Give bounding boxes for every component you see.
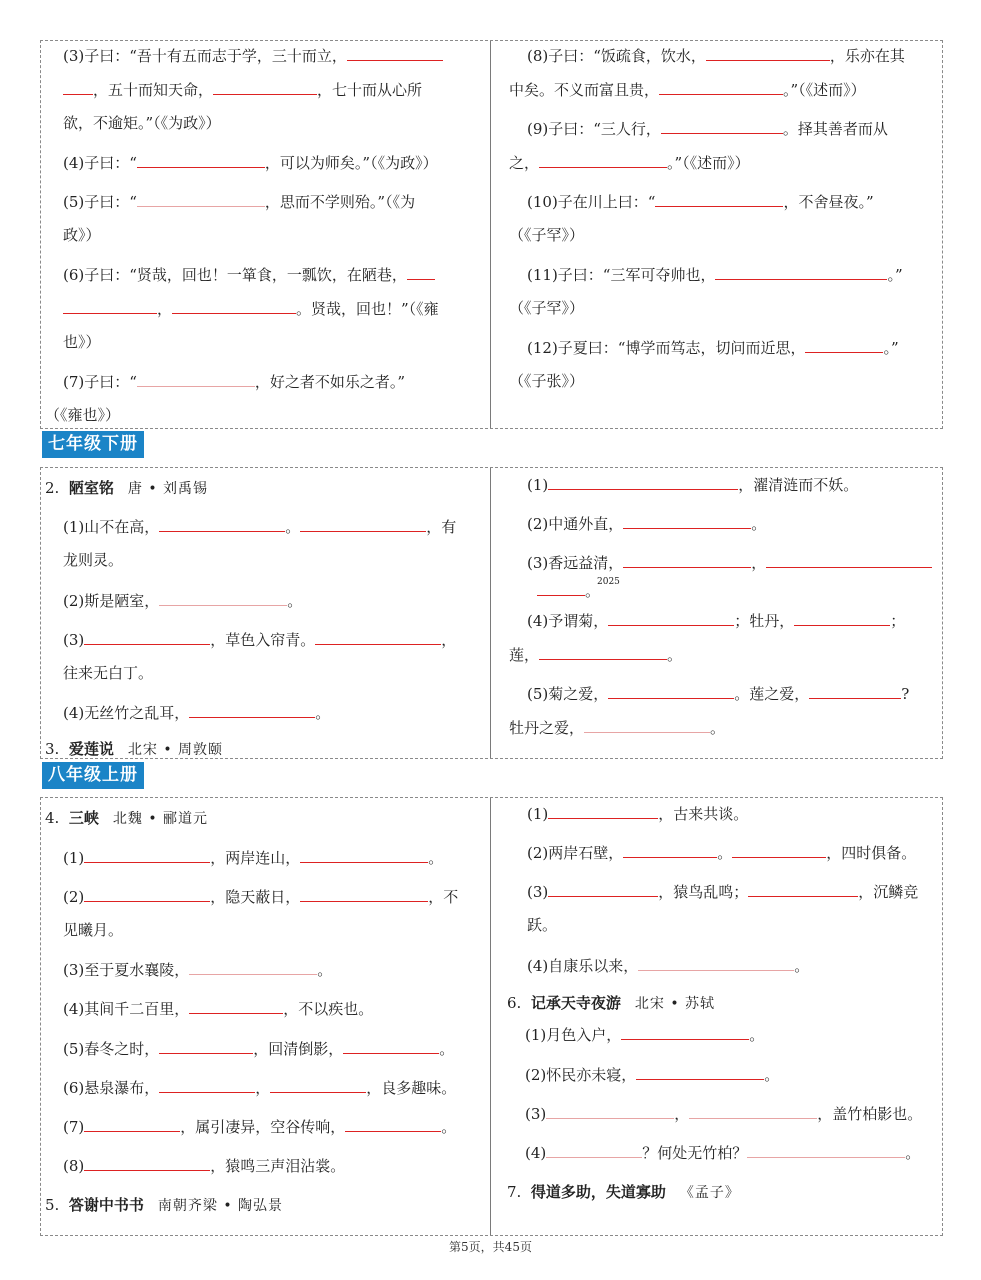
answer-blank[interactable] — [270, 1077, 366, 1093]
panel-8a — [40, 797, 943, 1236]
item-text: ， — [157, 300, 173, 318]
answer-blank[interactable] — [137, 191, 265, 207]
answer-blank[interactable] — [623, 513, 751, 529]
item-text: 。” — [887, 266, 903, 284]
answer-blank[interactable] — [84, 1155, 210, 1171]
answer-blank[interactable] — [747, 1142, 905, 1158]
answer-blank[interactable] — [347, 45, 443, 61]
answer-blank[interactable] — [608, 610, 734, 626]
answer-blank[interactable] — [63, 79, 93, 95]
als-item-5-line-2 — [509, 717, 725, 738]
item-text: 中矣。不义而富且贵， — [509, 81, 660, 99]
item-text: ，回清倒影， — [253, 1040, 344, 1058]
item-text: ，隐天蔽日， — [210, 888, 301, 906]
answer-blank[interactable] — [732, 842, 826, 858]
answer-blank[interactable] — [300, 847, 428, 863]
item-text: ， — [751, 554, 767, 572]
answer-blank[interactable] — [748, 881, 858, 897]
item-12-line-1 — [527, 337, 899, 358]
section-number: 4. — [45, 809, 60, 827]
answer-blank[interactable] — [548, 474, 738, 490]
answer-blank[interactable] — [137, 371, 255, 387]
item-text: 。” — [883, 339, 899, 357]
item-text: (2)怀民亦未寝， — [525, 1066, 637, 1084]
item-text: ，不以疾也。 — [283, 1000, 374, 1018]
als-item-5-line-1 — [527, 683, 909, 704]
answer-blank[interactable] — [766, 552, 932, 568]
section-author: 南朝齐梁 • 陶弘景 — [157, 1198, 284, 1214]
item-text: ；牡丹， — [734, 612, 795, 630]
answer-blank[interactable] — [608, 683, 734, 699]
section-author: 北宋 • 周敦颐 — [127, 742, 224, 758]
als-item-1 — [527, 474, 858, 495]
left-column — [41, 41, 490, 428]
item-text: (4)自康乐以来， — [527, 957, 639, 975]
answer-blank[interactable] — [189, 998, 283, 1014]
sx-item-2-line-1 — [63, 886, 458, 907]
item-5-line-1 — [63, 191, 415, 212]
answer-blank[interactable] — [548, 803, 658, 819]
answer-blank[interactable] — [189, 702, 315, 718]
item-9-line-2 — [509, 152, 750, 173]
section-title: 记承天寺夜游 — [530, 994, 621, 1012]
item-text: ，草色入帘青。 — [210, 631, 316, 649]
section-number: 7. — [507, 1183, 522, 1201]
item-text: ，可以为师矣。”（《为政》） — [264, 154, 438, 172]
item-text: (3)香远益清， — [527, 554, 624, 572]
answer-blank[interactable] — [584, 717, 710, 733]
section-number: 3. — [45, 740, 60, 758]
item-text: 。 — [585, 582, 601, 600]
panel-lunyu — [40, 40, 943, 429]
item-text: ，猿鸟乱鸣； — [658, 883, 749, 901]
item-3-line-3: 欲，不逾矩。”（《为政》） — [63, 114, 221, 132]
answer-blank[interactable] — [546, 1103, 674, 1119]
left-column — [41, 468, 490, 758]
item-text: 。 — [749, 1026, 765, 1044]
item-10-line-1 — [527, 191, 874, 212]
item-text: 。 — [439, 1040, 455, 1058]
jc-item-2 — [525, 1064, 779, 1085]
answer-blank[interactable] — [621, 1024, 749, 1040]
section-title-deDaoDuoZhu — [507, 1182, 740, 1203]
section-title: 三峡 — [68, 809, 99, 827]
item-9-line-1 — [527, 118, 888, 139]
item-text: ，好之者不如乐之者。” — [254, 373, 406, 391]
section-author: 北魏 • 郦道元 — [112, 811, 209, 827]
item-text: (4)予谓菊， — [527, 612, 609, 630]
item-6-line-2 — [63, 298, 439, 319]
item-text: (1)月色入户， — [525, 1026, 622, 1044]
dx-item-4 — [527, 955, 809, 976]
answer-blank[interactable] — [159, 1038, 253, 1054]
item-4-line-1 — [63, 152, 438, 173]
item-text: 。 — [441, 1118, 457, 1136]
dx-item-1 — [527, 803, 748, 824]
item-text: (2) — [63, 888, 85, 906]
answer-blank[interactable] — [809, 683, 901, 699]
item-text: (5)春冬之时， — [63, 1040, 160, 1058]
item-text: (4)无丝竹之乱耳， — [63, 704, 190, 722]
item-text: (3) — [63, 631, 85, 649]
section-title: 陋室铭 — [68, 479, 114, 497]
lsm-item-3-line-2: 往来无白丁。 — [63, 664, 154, 682]
item-8-line-2 — [509, 79, 866, 100]
grade-banner-8a: 八年级上册 — [42, 762, 144, 789]
item-text: ； — [890, 612, 906, 630]
section-title-aiLianShuo — [45, 739, 223, 760]
item-text: 。 — [710, 719, 726, 737]
item-3-line-2 — [63, 79, 422, 100]
item-text: (4)子曰：“ — [63, 154, 137, 172]
item-text: (12)子夏曰：“博学而笃志，切问而近思， — [527, 339, 806, 357]
als-item-3-line-2 — [537, 580, 600, 601]
item-text: (4)其间千二百里， — [63, 1000, 190, 1018]
item-7-line-2: （《雍也》） — [45, 406, 121, 424]
item-text: 。 — [764, 1066, 780, 1084]
right-column — [491, 468, 944, 758]
sx-item-6 — [63, 1077, 456, 1098]
lsm-item-2-line-1 — [63, 590, 302, 611]
item-text: 。 — [315, 704, 331, 722]
item-text: (8) — [63, 1157, 85, 1175]
item-text: ，猿鸣三声泪沾裳。 — [210, 1157, 346, 1175]
item-text: ？何处无竹柏？ — [642, 1144, 748, 1162]
item-6-line-1 — [63, 264, 435, 285]
item-text: ，有 — [426, 518, 457, 536]
item-11-line-2: （《子罕》） — [509, 299, 585, 317]
answer-blank[interactable] — [638, 955, 794, 971]
sx-item-4 — [63, 998, 373, 1019]
section-title: 得道多助，失道寡助 — [530, 1183, 666, 1201]
answer-blank[interactable] — [623, 842, 717, 858]
item-text: (6)悬泉瀑布， — [63, 1079, 160, 1097]
answer-blank[interactable] — [794, 610, 890, 626]
item-text: ， — [674, 1105, 690, 1123]
item-text: ，不 — [428, 888, 459, 906]
lsm-item-1-line-1 — [63, 516, 456, 537]
jc-item-3 — [525, 1103, 922, 1124]
lsm-item-3-line-1 — [63, 629, 456, 650]
item-text: ，属引凄异，空谷传响， — [180, 1118, 346, 1136]
section-number: 2. — [45, 479, 60, 497]
section-author: 北宋 • 苏轼 — [634, 996, 716, 1012]
item-3-line-1 — [63, 45, 443, 66]
answer-blank[interactable] — [537, 580, 585, 596]
item-text: (7)子曰：“ — [63, 373, 137, 391]
sx-item-3 — [63, 959, 332, 980]
item-text: ，良多趣味。 — [366, 1079, 457, 1097]
item-text: (3) — [525, 1105, 547, 1123]
answer-blank[interactable] — [159, 516, 285, 532]
item-text: (3)子曰：“吾十有五而志于学，三十而立， — [63, 47, 347, 65]
answer-blank[interactable] — [546, 1142, 642, 1158]
als-item-4-line-2 — [509, 644, 682, 665]
section-title: 爱莲说 — [68, 740, 114, 758]
item-text: 。择其善者而从 — [782, 120, 888, 138]
answer-blank[interactable] — [300, 886, 428, 902]
jc-item-1 — [525, 1024, 764, 1045]
item-text: (9)子曰：“三人行， — [527, 120, 661, 138]
item-text: (3)至于夏水襄陵， — [63, 961, 190, 979]
item-text: 。 — [794, 957, 810, 975]
section-title-louShiMing — [45, 478, 208, 499]
answer-blank[interactable] — [300, 516, 426, 532]
section-author: 《孟子》 — [679, 1185, 740, 1201]
item-text: (10)子在川上曰：“ — [527, 193, 656, 211]
sx-item-7 — [63, 1116, 456, 1137]
item-text: ，古来共谈。 — [658, 805, 749, 823]
answer-blank[interactable] — [343, 1038, 439, 1054]
als-item-2 — [527, 513, 766, 534]
item-text: 。 — [287, 592, 303, 610]
item-text: 莲， — [509, 646, 540, 664]
section-author: 唐 • 刘禹锡 — [127, 481, 209, 497]
item-text: (1) — [527, 476, 549, 494]
item-text: ，乐亦在其 — [829, 47, 905, 65]
answer-blank[interactable] — [661, 118, 783, 134]
sx-item-1 — [63, 847, 443, 868]
item-text: (2)斯是陋室， — [63, 592, 160, 610]
item-text: 。 — [285, 518, 301, 536]
item-text: (5)子曰：“ — [63, 193, 137, 211]
answer-blank[interactable] — [315, 629, 441, 645]
item-text: ， — [441, 631, 457, 649]
section-title-sanXia — [45, 808, 208, 829]
item-text: 。”（《述而》） — [667, 154, 750, 172]
item-text: (1) — [63, 849, 85, 867]
als-item-3-line-1 — [527, 552, 932, 573]
answer-blank[interactable] — [84, 886, 210, 902]
right-column — [491, 41, 944, 428]
item-6-line-3: 也》） — [63, 333, 101, 351]
answer-blank[interactable] — [655, 191, 783, 207]
answer-blank[interactable] — [345, 1116, 441, 1132]
answer-blank[interactable] — [539, 152, 667, 168]
item-text: ， — [255, 1079, 271, 1097]
item-7-line-1 — [63, 371, 405, 392]
answer-blank[interactable] — [159, 590, 287, 606]
item-text: (1) — [527, 805, 549, 823]
answer-blank[interactable] — [715, 264, 887, 280]
item-text: ，思而不学则殆。”（《为 — [264, 193, 416, 211]
answer-blank[interactable] — [84, 847, 210, 863]
jc-item-4 — [525, 1142, 920, 1163]
answer-blank[interactable] — [659, 79, 783, 95]
dx-item-2 — [527, 842, 916, 863]
watermark-year: 2025 — [597, 577, 620, 587]
answer-blank[interactable] — [172, 298, 296, 314]
sx-item-5 — [63, 1038, 454, 1059]
answer-blank[interactable] — [213, 79, 317, 95]
item-text: 。 — [717, 844, 733, 862]
item-text: ，濯清涟而不妖。 — [738, 476, 859, 494]
answer-blank[interactable] — [805, 337, 883, 353]
item-text: 。 — [317, 961, 333, 979]
item-text: 。 — [667, 646, 683, 664]
item-text: (5)菊之爱， — [527, 685, 609, 703]
answer-blank[interactable] — [189, 959, 317, 975]
als-item-4-line-1 — [527, 610, 905, 631]
item-11-line-1 — [527, 264, 903, 285]
item-text: (1)山不在高， — [63, 518, 160, 536]
item-text: (11)子曰：“三军可夺帅也， — [527, 266, 716, 284]
panel-7b — [40, 467, 943, 759]
answer-blank[interactable] — [63, 298, 157, 314]
answer-blank[interactable] — [623, 552, 751, 568]
item-text: 。”（《述而》） — [783, 81, 866, 99]
item-text: ? — [901, 685, 910, 703]
answer-blank[interactable] — [84, 1116, 180, 1132]
item-text: ，两岸连山， — [210, 849, 301, 867]
item-text: (8)子曰：“饭疏食，饮水， — [527, 47, 706, 65]
item-text: ，盖竹柏影也。 — [817, 1105, 923, 1123]
item-text: 牡丹之爱， — [509, 719, 585, 737]
answer-blank[interactable] — [84, 629, 210, 645]
answer-blank[interactable] — [159, 1077, 255, 1093]
answer-blank[interactable] — [539, 644, 667, 660]
item-text: 。贤哉，回也！”（《雍 — [296, 300, 439, 318]
item-text: (3) — [527, 883, 549, 901]
item-text: ，不舍昼夜。” — [783, 193, 874, 211]
item-text: (4) — [525, 1144, 547, 1162]
item-text: (7) — [63, 1118, 85, 1136]
item-text: 。 — [428, 849, 444, 867]
item-text: 。 — [751, 515, 767, 533]
item-text: 之， — [509, 154, 540, 172]
item-text: (6)子曰：“贤哉，回也！一箪食，一瓢饮，在陋巷， — [63, 266, 407, 284]
answer-blank[interactable] — [548, 881, 658, 897]
item-text: ，四时俱备。 — [826, 844, 917, 862]
item-text: (2)两岸石壁， — [527, 844, 624, 862]
answer-blank[interactable] — [706, 45, 830, 61]
section-title: 答谢中书书 — [68, 1196, 144, 1214]
page-footer: 第5页，共45页 — [449, 1240, 532, 1254]
answer-blank[interactable] — [636, 1064, 764, 1080]
item-5-line-2: 政》） — [63, 226, 101, 244]
item-8-line-1 — [527, 45, 905, 66]
answer-blank[interactable] — [689, 1103, 817, 1119]
section-title-daXieZhongShuShu — [45, 1195, 283, 1216]
item-10-line-2: （《子罕》） — [509, 226, 585, 244]
dx-item-3-line-2: 跃。 — [527, 916, 558, 934]
lsm-item-1-line-2: 龙则灵。 — [63, 551, 124, 569]
item-12-line-2: （《子张》） — [509, 372, 585, 390]
item-text: 。 — [905, 1144, 921, 1162]
section-title-jiChengTianSi — [507, 993, 715, 1014]
item-text: ，五十而知天命， — [93, 81, 214, 99]
right-column — [491, 798, 944, 1235]
sx-item-8 — [63, 1155, 345, 1176]
section-number: 5. — [45, 1196, 60, 1214]
item-text: ，沉鳞竞 — [858, 883, 919, 901]
item-text: (2)中通外直， — [527, 515, 624, 533]
left-column — [41, 798, 490, 1235]
item-text: 。莲之爱， — [734, 685, 810, 703]
sx-item-2-line-2: 见曦月。 — [63, 921, 124, 939]
dx-item-3-line-1 — [527, 881, 918, 902]
item-text: ，七十而从心所 — [317, 81, 423, 99]
section-number: 6. — [507, 994, 522, 1012]
lsm-item-4-line-1 — [63, 702, 330, 723]
answer-blank[interactable] — [407, 264, 435, 280]
answer-blank[interactable] — [137, 152, 265, 168]
grade-banner-7b: 七年级下册 — [42, 431, 144, 458]
